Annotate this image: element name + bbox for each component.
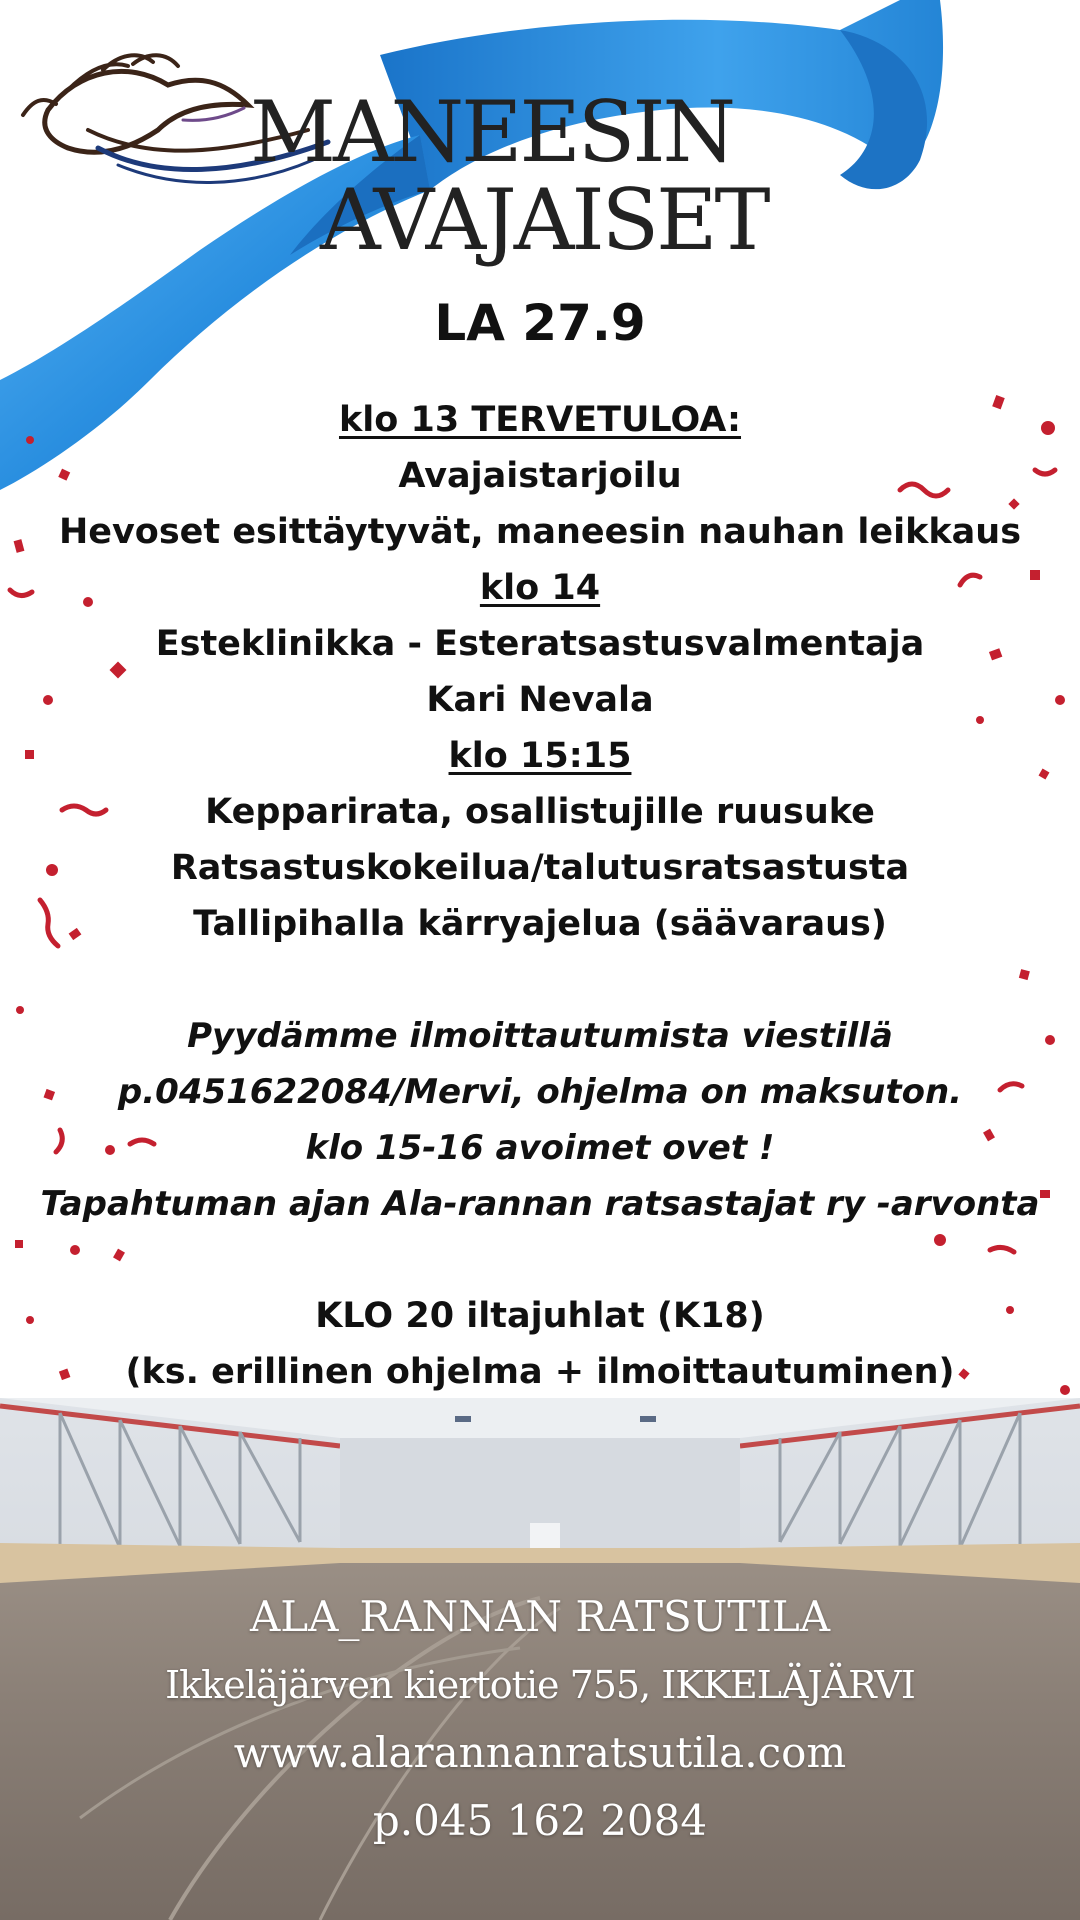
notice-line: Pyydämme ilmoittautumista viestillä <box>187 1016 893 1056</box>
evening-line: KLO 20 iltajuhlat (K18) <box>315 1296 765 1336</box>
farm-phone: p.045 162 2084 <box>372 1796 708 1845</box>
footer-info <box>0 1583 1080 1855</box>
program-line: Ratsastuskokeilua/talutusratsastusta <box>170 848 910 888</box>
program-line: Avajaistarjoilu <box>398 456 682 496</box>
program-line: Kari Nevala <box>426 680 654 720</box>
program-line: Tallipihalla kärryajelua (säävaraus) <box>193 904 887 944</box>
event-date: LA 27.9 <box>434 294 646 352</box>
program-heading-13: klo 13 TERVETULOA: <box>338 400 742 440</box>
spacer <box>0 1232 1080 1288</box>
farm-name: ALA_RANNAN RATSUTILA <box>249 1592 831 1641</box>
spacer <box>0 952 1080 1008</box>
title-line-1: MANEESIN <box>250 83 734 181</box>
program-line: Kepparirata, osallistujille ruusuke <box>205 792 875 832</box>
farm-address: Ikkeläjärven kiertotie 755, IKKELÄJÄRVI <box>165 1663 915 1707</box>
notice-line: p.0451622084/Mervi, ohjelma on maksuton. <box>117 1072 963 1112</box>
event-program <box>0 392 1080 1400</box>
program-heading-1515: klo 15:15 <box>448 736 632 776</box>
program-heading-14: klo 14 <box>479 568 601 608</box>
program-line: Esteklinikka - Esteratsastusvalmentaja <box>155 624 925 664</box>
notice-line: klo 15-16 avoimet ovet ! <box>305 1128 775 1168</box>
evening-line: (ks. erillinen ohjelma + ilmoittautuminen) <box>125 1352 955 1392</box>
title-line-2: AVAJAISET <box>320 171 768 269</box>
notice-line: Tapahtuman ajan Ala-rannan ratsastajat ry -arvonta <box>40 1184 1040 1224</box>
farm-website[interactable]: www.alarannanratsutila.com <box>233 1728 847 1777</box>
event-title <box>250 83 810 269</box>
program-line: Hevoset esittäytyvät, maneesin nauhan leikkaus <box>58 512 1022 552</box>
